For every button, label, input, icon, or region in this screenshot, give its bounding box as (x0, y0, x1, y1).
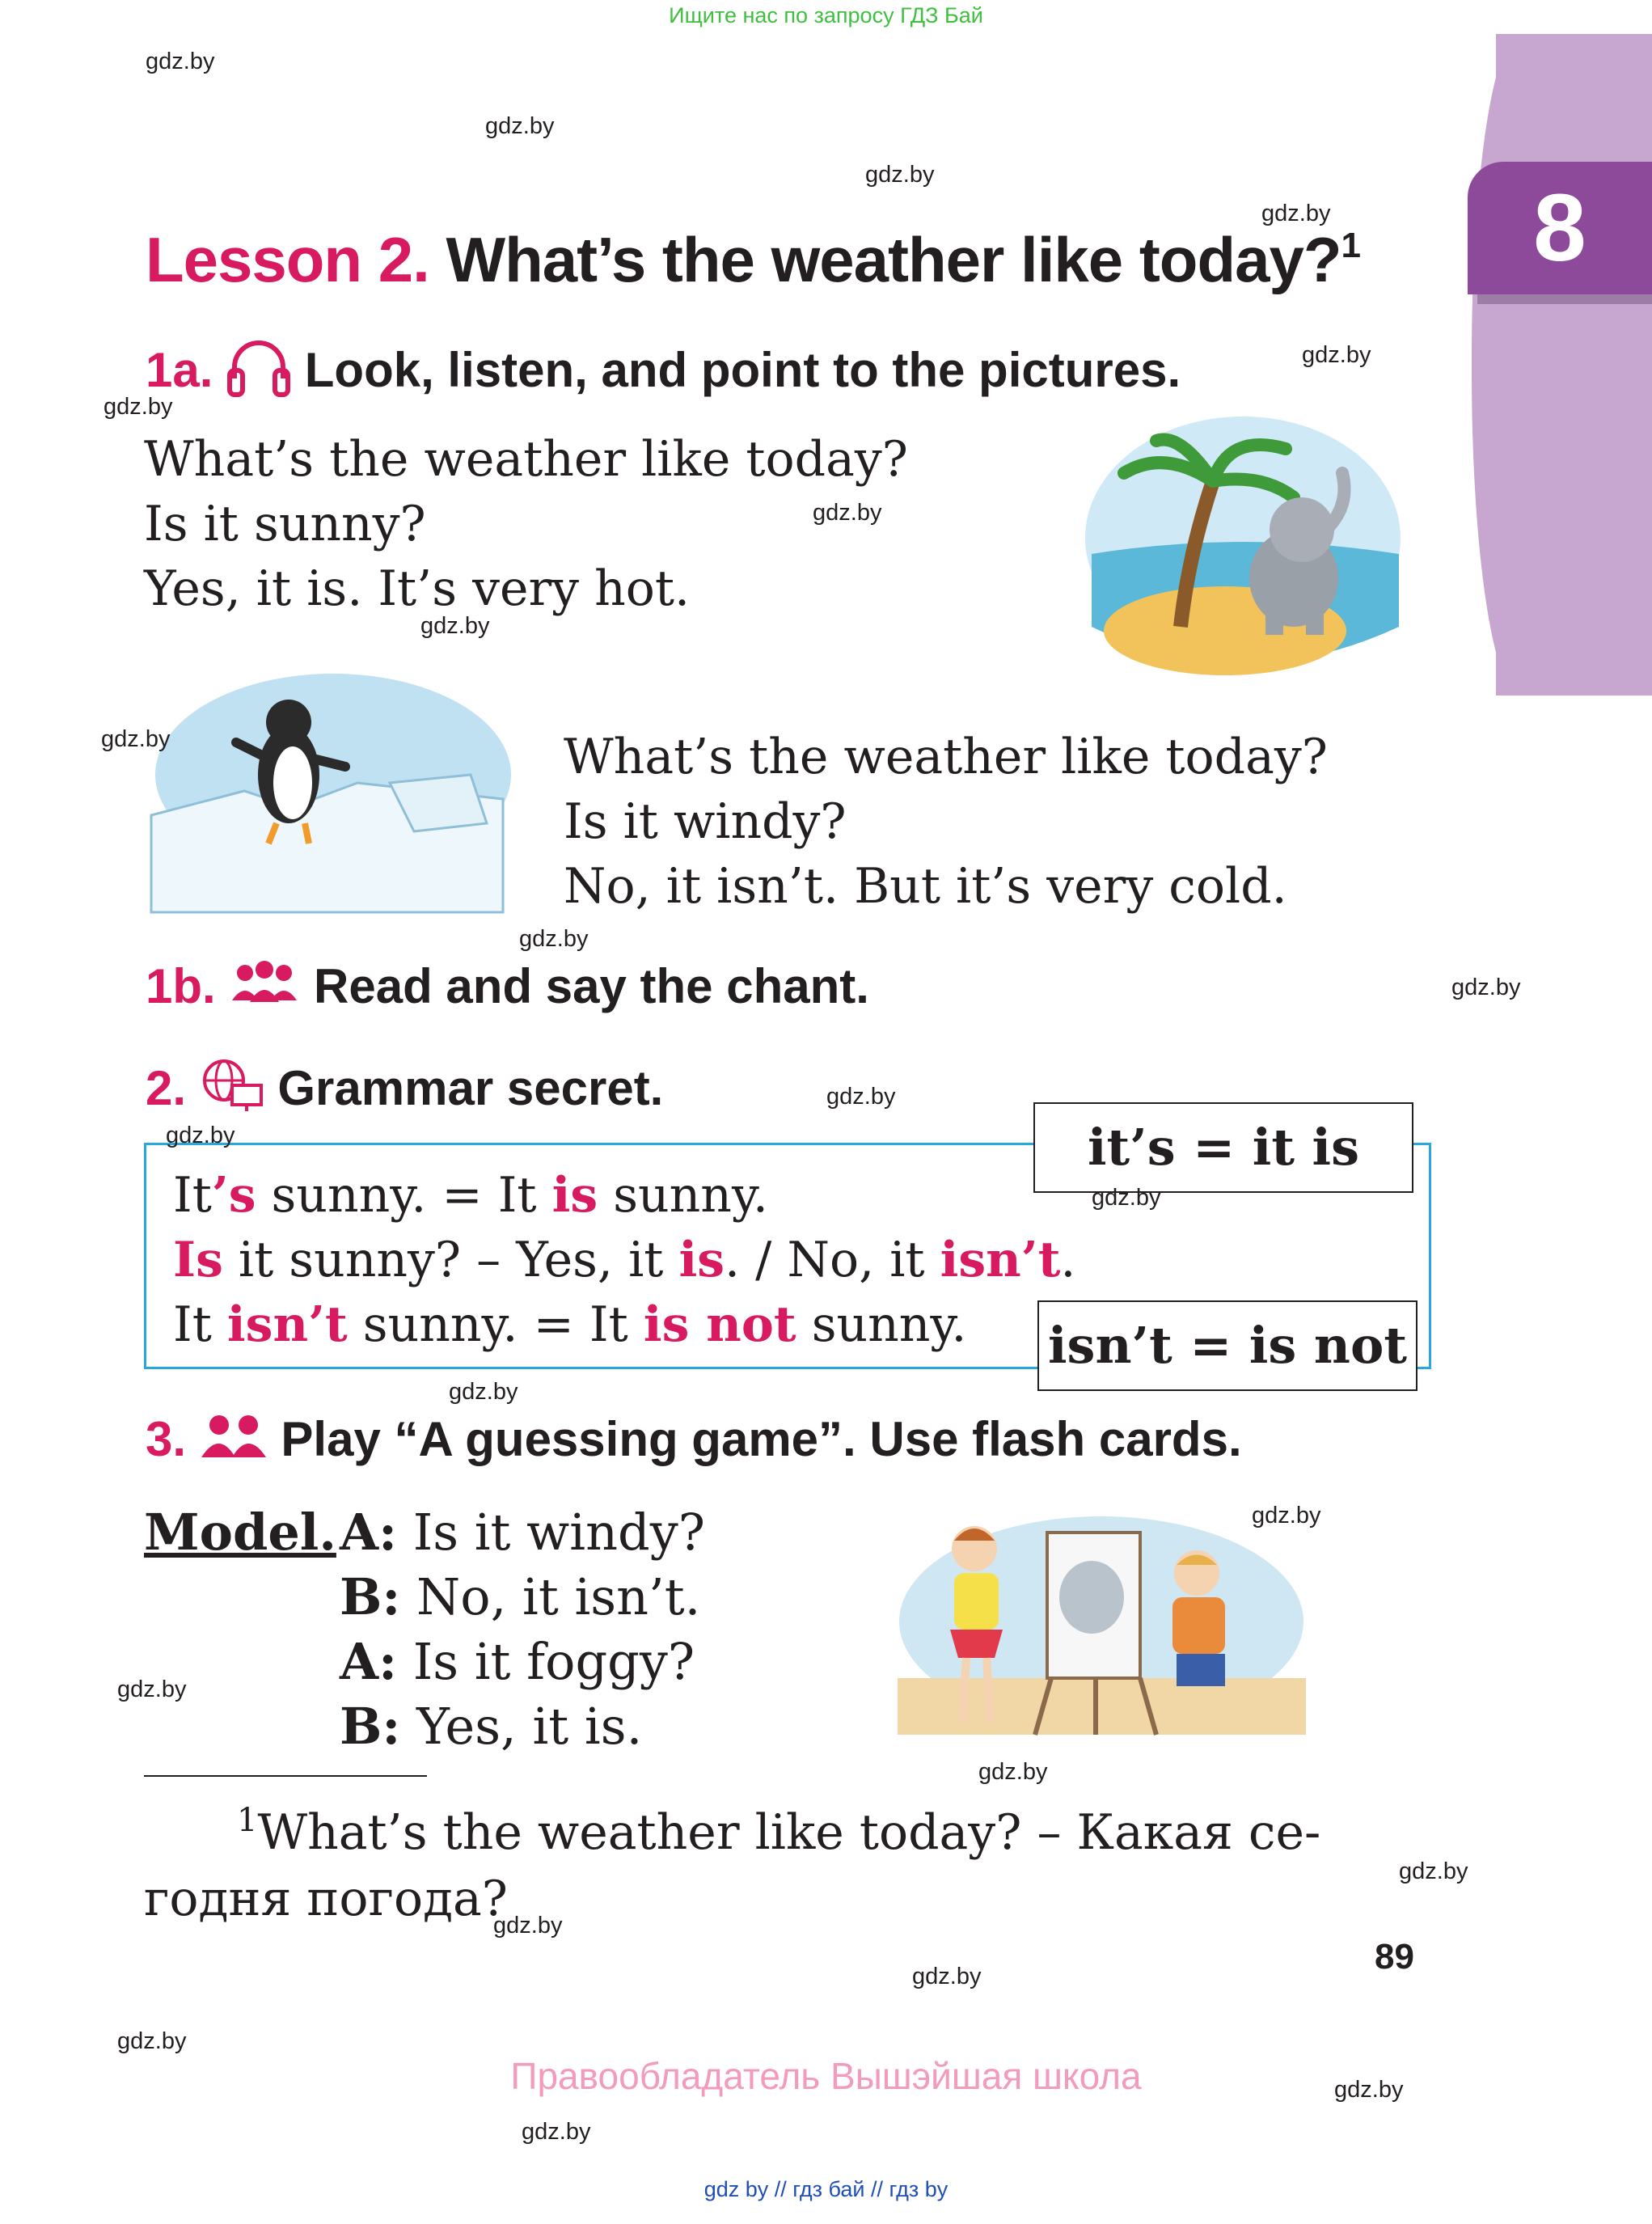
watermark: gdz.by (519, 926, 589, 952)
model-label: Model. (144, 1503, 336, 1562)
watermark: gdz.by (826, 1084, 896, 1110)
watermark: gdz.by (1334, 2077, 1404, 2103)
watermark: gdz.by (1261, 201, 1331, 226)
exercise-instruction: Play “A guessing game”. Use flash cards. (281, 1412, 1242, 1466)
exercise-number: 1b. (146, 959, 216, 1013)
text: sunny. (598, 1167, 768, 1224)
unit-number: 8 (1533, 175, 1587, 281)
highlight: is (551, 1167, 598, 1224)
dialog-line: No, it isn’t. But it’s very cold. (564, 858, 1287, 915)
watermark: gdz.by (1252, 1503, 1321, 1528)
grammar-line-2 (173, 1228, 1076, 1292)
watermark: gdz.by (104, 394, 173, 420)
speaker: B: (340, 1697, 401, 1756)
highlight: Is (173, 1232, 223, 1288)
highlight: isn’t (226, 1296, 348, 1353)
watermark: gdz.by (146, 49, 215, 74)
watermark: gdz.by (912, 1964, 982, 1989)
watermark: gdz.by (865, 162, 935, 188)
exercise-2-heading (146, 1058, 663, 1126)
text: It (173, 1167, 212, 1224)
footnote-mark: 1 (237, 1802, 258, 1839)
exercise-instruction: Read and say the chant. (314, 959, 869, 1013)
line-text: Is it windy? (397, 1503, 705, 1562)
exercise-number: 2. (146, 1060, 187, 1115)
text: . (1060, 1232, 1076, 1288)
watermark: gdz.by (1451, 975, 1521, 1000)
watermark: gdz.by (813, 500, 882, 526)
exercise-instruction: Look, listen, and point to the pictures. (304, 342, 1181, 397)
watermark: gdz.by (485, 113, 555, 139)
headphones-icon (226, 338, 291, 409)
exercise-1a-heading (146, 338, 1181, 409)
text: sunny. = It (347, 1296, 644, 1353)
dialog-1 (144, 427, 908, 621)
side-band (1496, 34, 1652, 696)
watermark: gdz.by (166, 1123, 235, 1148)
footnote-divider (144, 1775, 427, 1777)
highlight: is (678, 1232, 725, 1288)
line-text: No, it isn’t. (400, 1567, 701, 1626)
exercise-number: 1a. (146, 342, 213, 397)
text: It (173, 1296, 227, 1353)
dialog-line: Is it sunny? (144, 496, 426, 552)
dialog-line: Is it windy? (564, 793, 847, 850)
speaker: A: (340, 1503, 397, 1562)
footnote (144, 1787, 1446, 1932)
elephant-island-illustration (1084, 416, 1403, 700)
bottom-links[interactable]: gdz by // гдз бай // гдз by (703, 2177, 949, 2201)
model-line (340, 1694, 705, 1759)
model-line (340, 1630, 705, 1694)
watermark: gdz.by (101, 726, 171, 752)
lesson-title (146, 223, 1360, 297)
watermark: gdz.by (449, 1379, 518, 1405)
group-icon (229, 960, 300, 1020)
page-number: 89 (1375, 1937, 1414, 1977)
line-text: Is it foggy? (397, 1632, 695, 1691)
lesson-number: Lesson 2. (146, 224, 429, 295)
penguin-ice-illustration (147, 670, 511, 928)
speaker: B: (340, 1567, 401, 1626)
globe-computer-icon (200, 1058, 264, 1126)
model-line (340, 1500, 705, 1565)
watermark: gdz.by (420, 613, 490, 639)
highlight: ’s (211, 1167, 256, 1224)
dialog-2 (564, 725, 1328, 919)
pair-icon (200, 1414, 268, 1472)
exercise-instruction: Grammar secret. (277, 1060, 664, 1115)
note-its: it’s = it is (1033, 1102, 1413, 1193)
exercise-3-heading (146, 1411, 1242, 1472)
watermark: gdz.by (117, 2028, 187, 2054)
footnote-mark: 1 (1341, 226, 1360, 265)
copyright-holder: Правообладатель Вышэйшая школа (510, 2055, 1142, 2097)
speaker: A: (340, 1632, 397, 1691)
dialog-line: What’s the weather like today? (564, 729, 1328, 785)
footnote-text: What’s the weather like today? – Какая се- годня погода? (144, 1804, 1321, 1927)
dialog-line: What’s the weather like today? (144, 431, 908, 488)
line-text: Yes, it is. (400, 1697, 643, 1756)
grammar-line-3 (173, 1292, 1076, 1357)
exercise-1b-heading (146, 958, 869, 1020)
watermark: gdz.by (978, 1759, 1048, 1785)
exercise-number: 3. (146, 1412, 187, 1466)
watermark: gdz.by (1399, 1858, 1468, 1884)
dialog-line: Yes, it is. It’s very hot. (144, 560, 691, 617)
text: . / No, it (725, 1232, 940, 1288)
lesson-title-text: What’s the weather like today? (446, 224, 1341, 295)
highlight: isn’t (940, 1232, 1061, 1288)
highlight: is not (643, 1296, 796, 1353)
watermark: gdz.by (1092, 1185, 1161, 1211)
grammar-rules (173, 1163, 1076, 1357)
watermark: gdz.by (522, 2119, 591, 2145)
children-painting-illustration (898, 1500, 1306, 1751)
text: sunny. (796, 1296, 967, 1353)
watermark: gdz.by (1302, 342, 1371, 368)
grammar-line-1 (173, 1163, 1076, 1228)
model-line (340, 1565, 705, 1630)
text: sunny. = It (256, 1167, 552, 1224)
text: it sunny? – Yes, it (222, 1232, 679, 1288)
search-hint[interactable]: Ищите нас по запросу ГДЗ Бай (669, 3, 983, 27)
watermark: gdz.by (493, 1913, 563, 1939)
model-dialog (340, 1500, 705, 1759)
note-isnt: isn’t = is not (1037, 1300, 1418, 1391)
watermark: gdz.by (117, 1676, 187, 1702)
